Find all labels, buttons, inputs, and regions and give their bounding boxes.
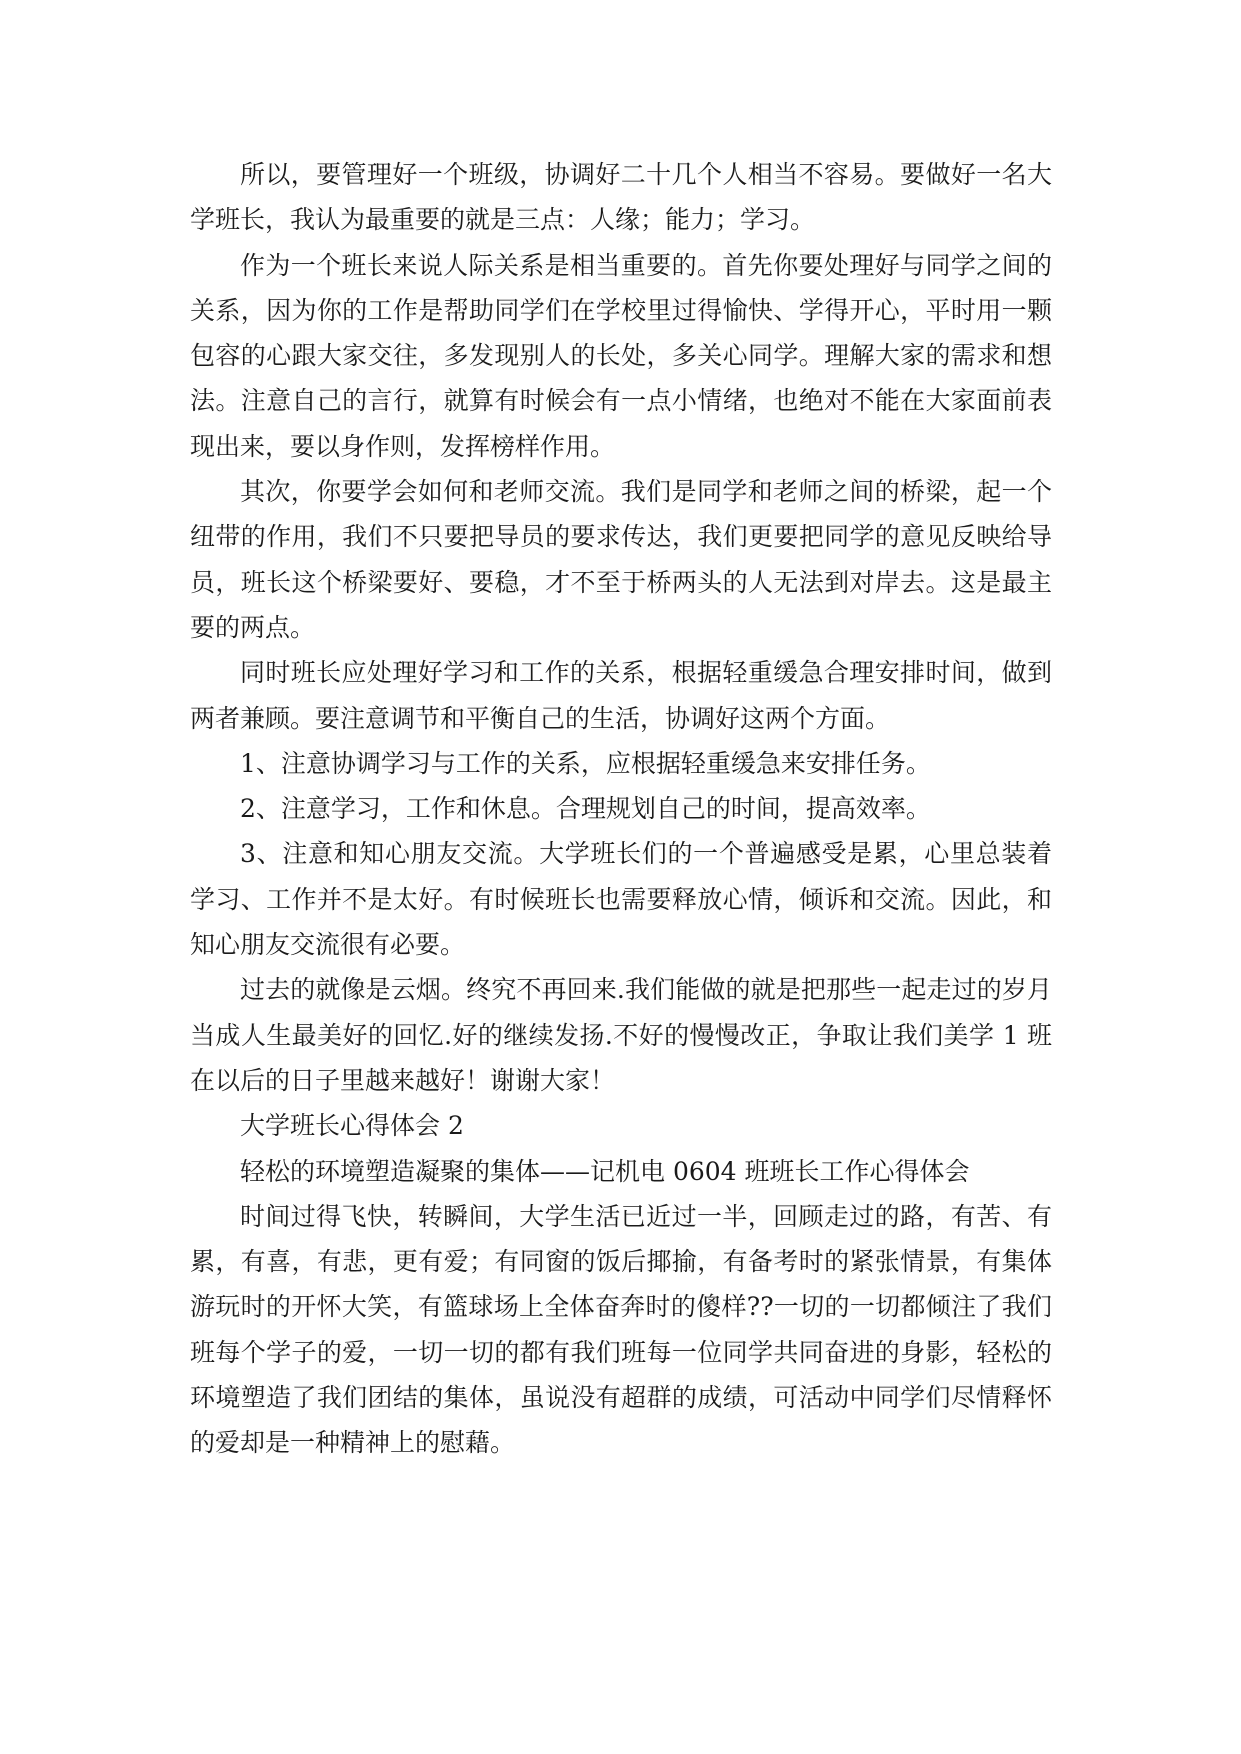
list-item-1: 1、注意协调学习与工作的关系，应根据轻重缓急来安排任务。 <box>240 748 931 778</box>
paragraph-relationships: 作为一个班长来说人际关系是相当重要的。首先你要处理好与同学之间的关系，因为你的工作是帮助同学们在学校里过得愉快、学得开心，平时用一颗包容的心跟大家交往，多发现别人的长处，多关心同学。理解大家的需求和想法。注意自己的言行，就算有时候会有一点小情绪，也绝对不能在大家面前表现出来，要以身作则，发挥榜样作用。 <box>190 250 1052 461</box>
paragraph-teachers: 其次，你要学会如何和老师交流。我们是同学和老师之间的桥梁，起一个纽带的作用，我们不只要把导员的要求传达，我们更要把同学的意见反映给导员，班长这个桥梁要好、要稳，才不至于桥两头的人无法到对岸去。这是最主要的两点。 <box>190 477 1052 642</box>
list-item-2: 2、注意学习，工作和休息。合理规划自己的时间，提高效率。 <box>240 794 931 824</box>
paragraph-balance: 同时班长应处理好学习和工作的关系，根据轻重缓急合理安排时间，做到两者兼顾。要注意调节和平衡自己的生活，协调好这两个方面。 <box>190 658 1052 733</box>
section-subtitle: 轻松的环境塑造凝聚的集体——记机电 0604 班班长工作心得体会 <box>240 1156 970 1186</box>
list-item-3: 3、注意和知心朋友交流。大学班长们的一个普遍感受是累，心里总装着学习、工作并不是太好。有时候班长也需要释放心情，倾诉和交流。因此，和知心朋友交流很有必要。 <box>190 839 1052 960</box>
paragraph-intro: 所以，要管理好一个班级，协调好二十几个人相当不容易。要做好一名大学班长，我认为最重要的就是三点：人缘；能力；学习。 <box>190 160 1052 235</box>
paragraph-reflection: 时间过得飞快，转瞬间，大学生活已近过一半，回顾走过的路，有苦、有累，有喜，有悲，更有爱；有同窗的饭后揶揄，有备考时的紧张情景，有集体游玩时的开怀大笑，有篮球场上全体奋奔时的傻样??一切的一切都倾注了我们班每个学子的爱，一切一切的都有我们班每一位同学共同奋进的身影，轻松的环境塑造了我们团结的集体，虽说没有超群的成绩，可活动中同学们尽情释怀的爱却是一种精神上的慰藉。 <box>190 1201 1052 1458</box>
paragraph-closing: 过去的就像是云烟。终究不再回来.我们能做的就是把那些一起走过的岁月当成人生最美好的回忆.好的继续发扬.不好的慢慢改正，争取让我们美学 1 班在以后的日子里越来越好！谢谢大家！ <box>190 975 1052 1095</box>
section-heading: 大学班长心得体会 2 <box>240 1111 464 1141</box>
document-body <box>190 152 1052 1466</box>
